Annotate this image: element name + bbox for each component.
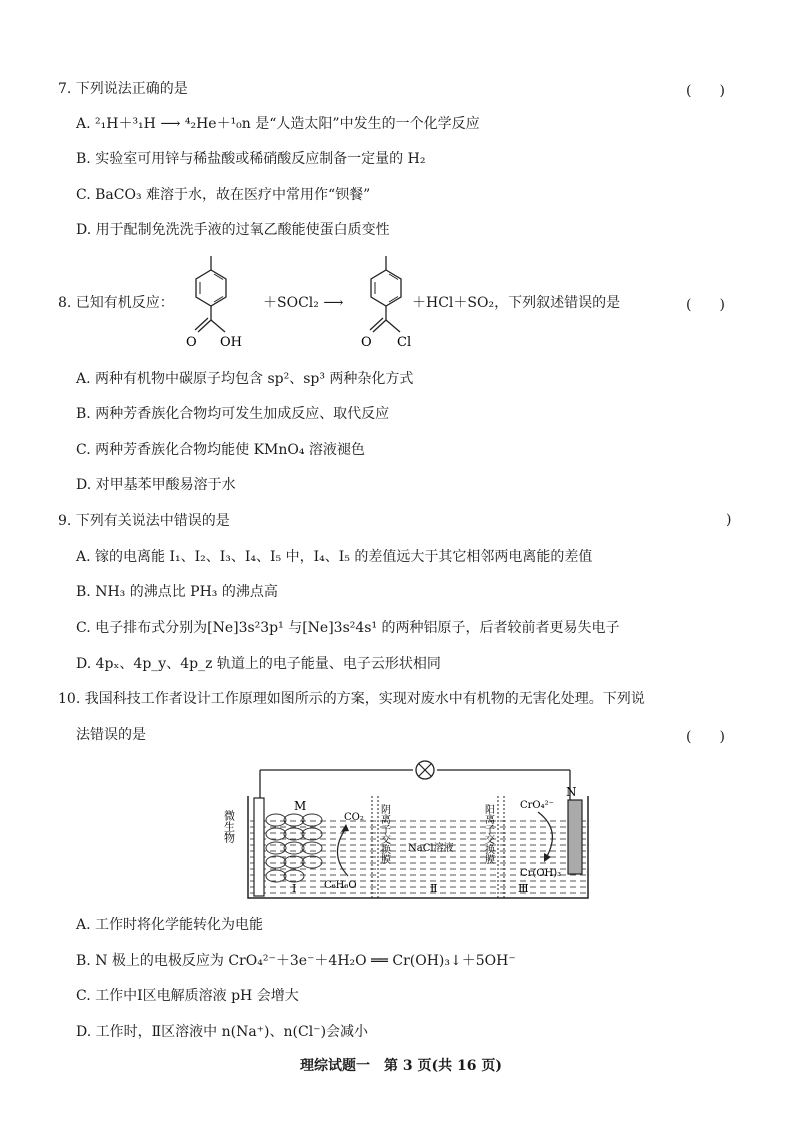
q9-option-d: D. 4pₓ、4p_y、4p_z 轨道上的电子能量、电子云形状相同 [76,656,441,672]
q7-option-d: D. 用于配制免洗洗手液的过氧乙酸能使蛋白质变性 [76,222,390,238]
q9-bracket: ) [726,512,732,528]
acid-o-label: O [186,335,197,350]
chloride-o-label: O [361,335,372,350]
q10-option-c: C. 工作中Ⅰ区电解质溶液 pH 会增大 [76,988,299,1004]
nacl-label: NaCl溶液 [408,843,454,854]
lamp-icon [416,761,434,779]
chromate-label: CrO₄²⁻ [520,800,554,811]
q8-bracket: ( ) [686,297,725,313]
zone-3-label: Ⅲ [518,882,529,895]
q8-option-a: A. 两种有机物中碳原子均包含 sp²、sp³ 两种杂化方式 [76,371,414,387]
microbe-label: 微生物 [222,810,236,843]
q7-option-b: B. 实验室可用锌与稀盐酸或稀硝酸反应制备一定量的 H₂ [76,151,426,167]
electrochemical-cell-diagram [220,758,600,904]
q7-stem: 7. 下列说法正确的是 [58,81,188,97]
chloride-cl-label: Cl [397,335,412,350]
anion-membrane-label: 阴离子交换膜 [378,804,390,864]
acid-oh-label: OH [220,335,242,350]
q7-bracket: ( ) [686,83,725,99]
electrode-n-label: N [566,785,577,799]
q7-option-c: C. BaCO₃ 难溶于水，故在医疗中常用作“钡餐” [76,187,371,203]
q8-products: ＋HCl＋SO₂，下列叙述错误的是 [412,295,621,311]
q8-prefix: 8. 已知有机反应： [58,295,174,311]
q9-option-b: B. NH₃ 的沸点比 PH₃ 的沸点高 [76,584,278,600]
q10-bracket: ( ) [686,729,725,745]
q8-option-d: D. 对甲基苯甲酸易溶于水 [76,477,236,493]
q9-option-c: C. 电子排布式分别为[Ne]3s²3p¹ 与[Ne]3s²4s¹ 的两种铝原子，后者较前者更易失电子 [76,620,620,636]
page-footer: 理综试题一 第 3 页(共 16 页) [300,1058,502,1074]
q10-option-d: D. 工作时，Ⅱ区溶液中 n(Na⁺)、n(Cl⁻)会减小 [76,1024,369,1040]
q10-stem-line2: 法错误的是 [76,727,146,743]
organic-label: C₆H₆O [324,880,357,891]
q8-option-b: B. 两种芳香族化合物均可发生加成反应、取代反应 [76,406,390,422]
q8-option-c: C. 两种芳香族化合物均能使 KMnO₄ 溶液褪色 [76,442,365,458]
zone-1-label: Ⅰ [292,882,297,895]
q9-stem: 9. 下列有关说法中错误的是 [58,513,230,529]
q10-option-b: B. N 极上的电极反应为 CrO₄²⁻＋3e⁻＋4H₂O ══ Cr(OH)₃↓＋5OH⁻ [76,953,516,969]
electrode-m-label: M [294,799,307,813]
co2-label: CO₂ [344,812,364,823]
q9-option-a: A. 镓的电离能 I₁、I₂、I₃、I₄、I₅ 中，I₄、I₅ 的差值远大于其它相邻两电离能的差值 [76,549,593,565]
q10-option-a: A. 工作时将化学能转化为电能 [76,917,264,933]
zone-2-label: Ⅱ [430,882,438,895]
cr-hydroxide-label: Cr(OH)₃ [520,868,562,879]
q10-stem-line1: 10. 我国科技工作者设计工作原理如图所示的方案，实现对废水中有机物的无害化处理。下列说 [58,691,645,707]
cation-membrane-label: 阳离子交换膜 [482,804,494,864]
p-toluic-acid-structure [180,252,260,350]
q8-reagent: ＋SOCl₂ ⟶ [263,295,344,311]
q7-option-a: A. ²₁H＋³₁H ⟶ ⁴₂He＋¹₀n 是“人造太阳”中发生的一个化学反应 [76,116,480,132]
